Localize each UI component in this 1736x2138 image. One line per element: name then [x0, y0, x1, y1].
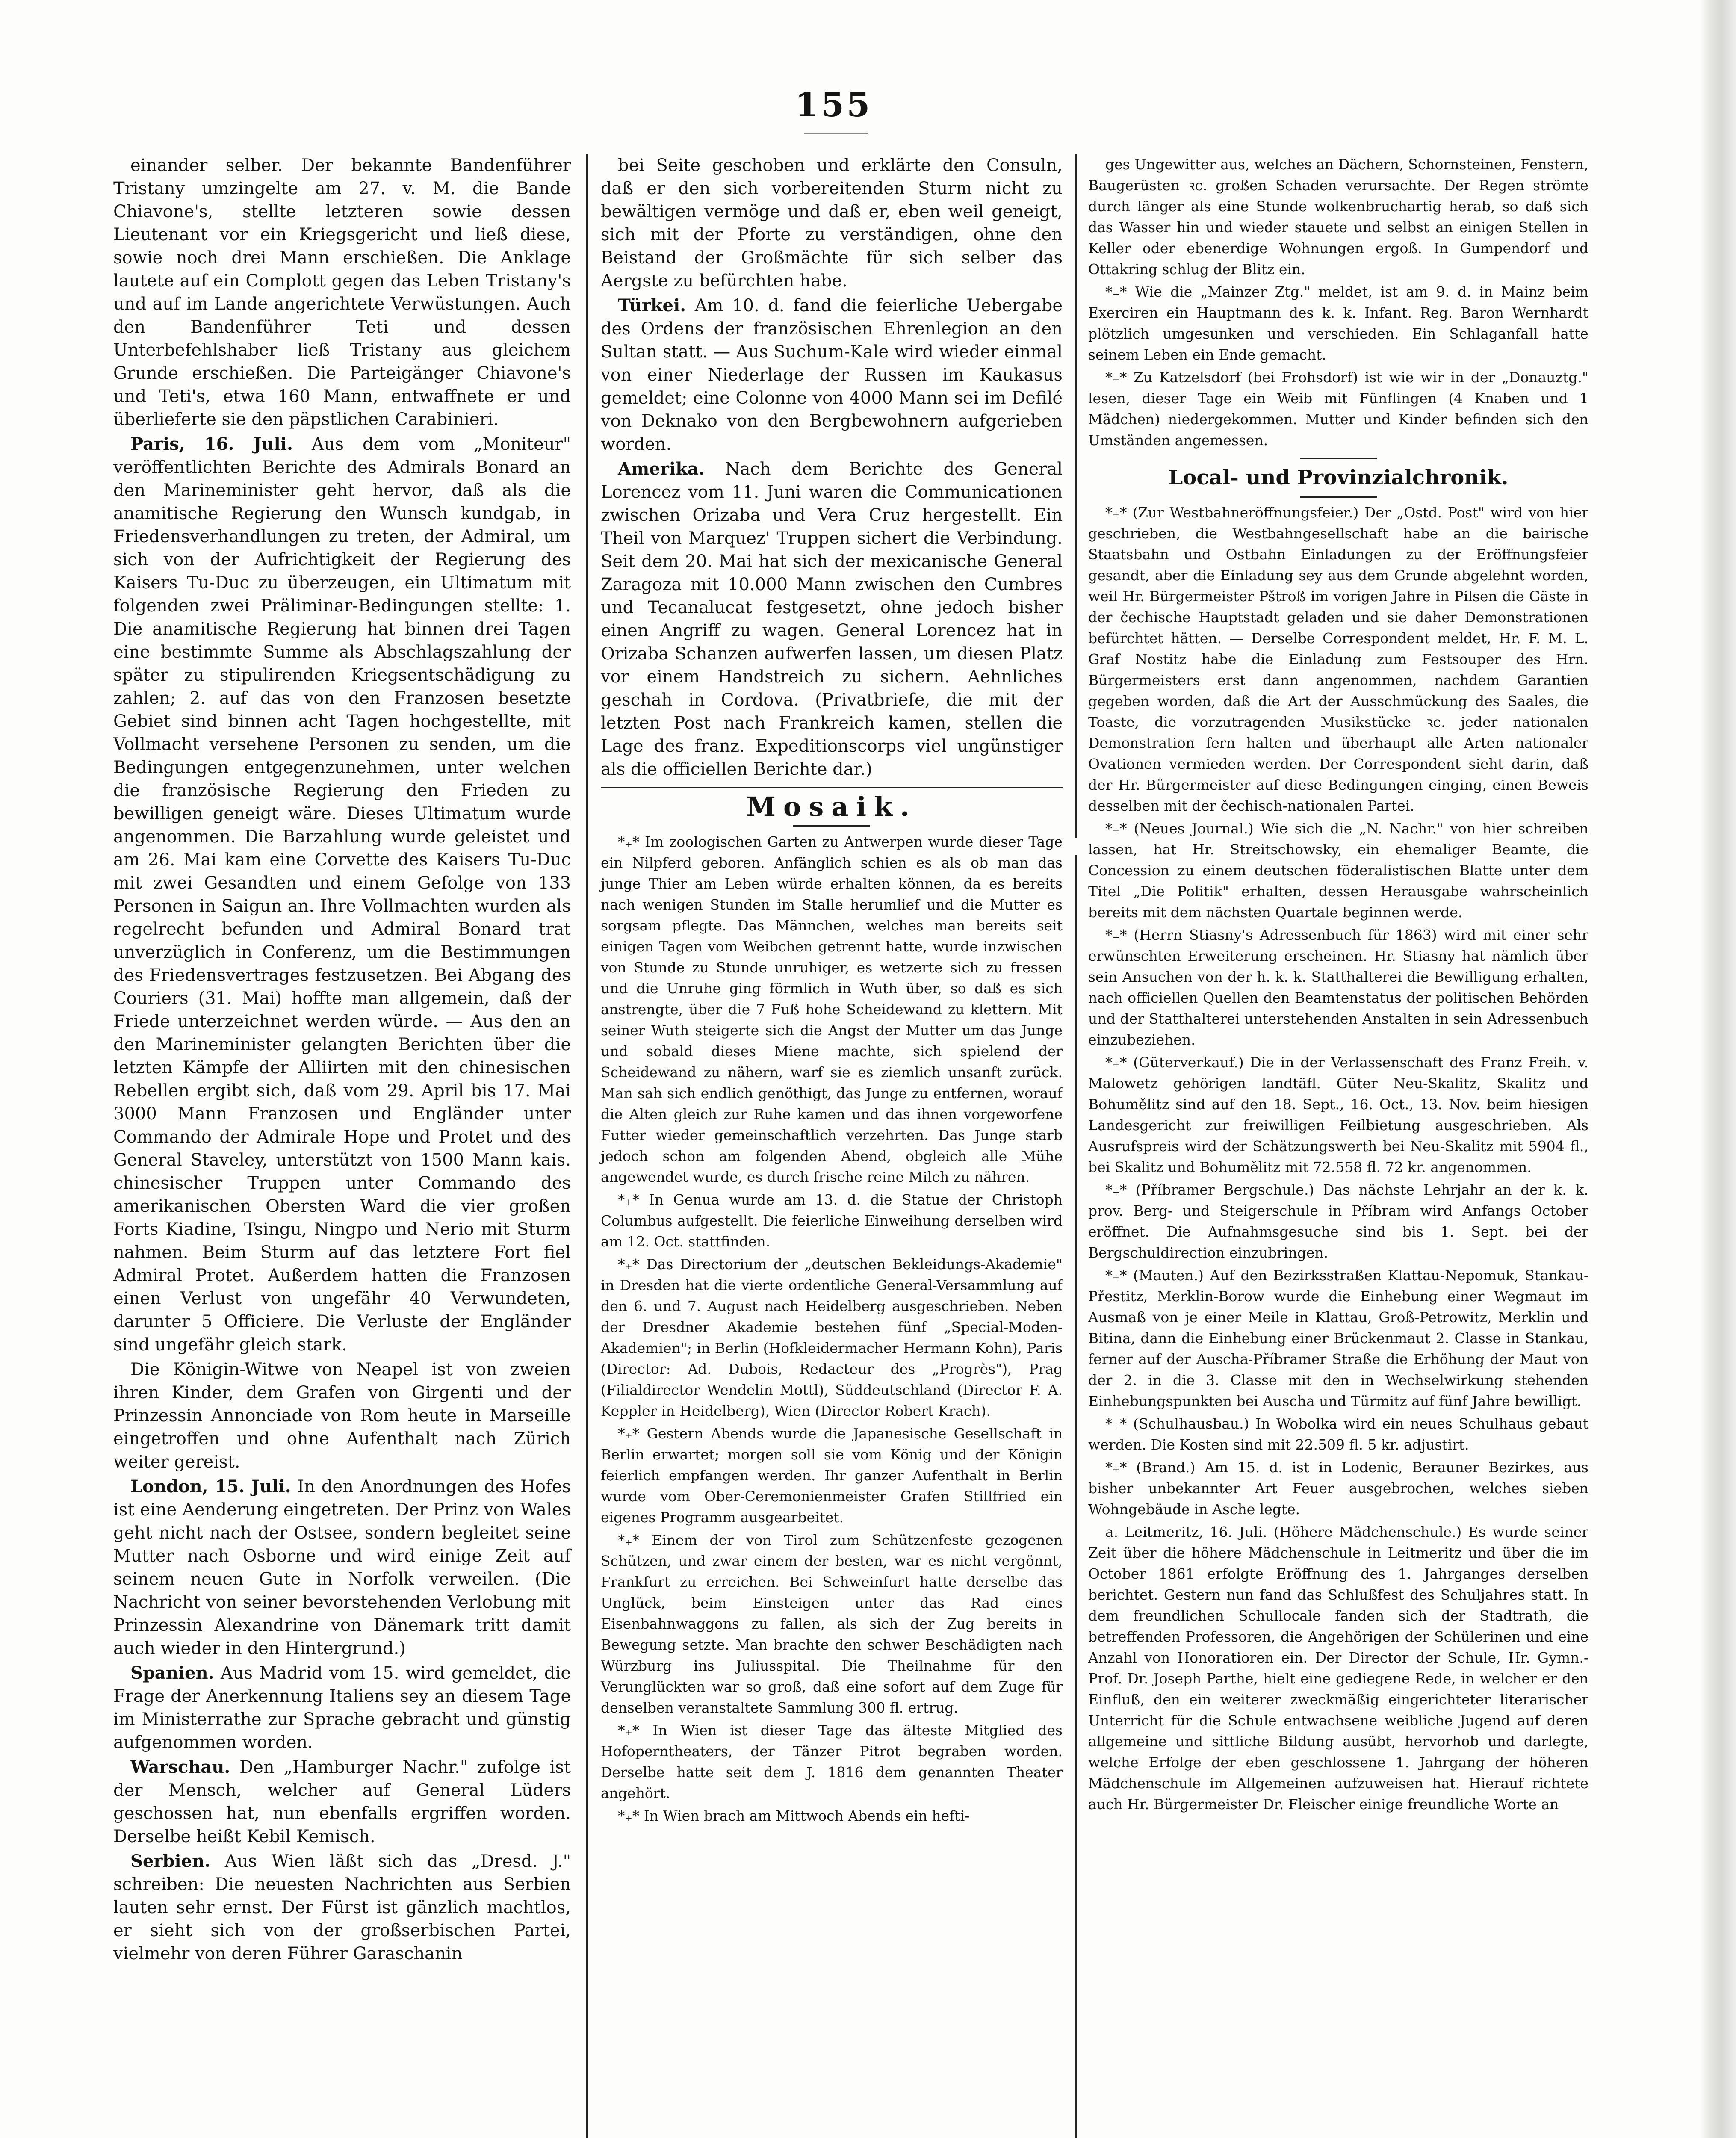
- mosaik-item: *₊* Das Directorium der „deutschen Bekleidungs-Akademie" in Dresden hat die vierte ordentliche General-Versammlung auf den 6. und 7. August nach Heidelberg ausgeschrieben. Neben der Dresdner Akademie bestehen fünf „Special-Moden-Akademien"; in Berlin (Hofkleidermacher Hermann Kohn), Paris (Director: Ad. Dubois, Redacteur des „Progrès"), Prag (Filialdirector Wendelin Mottl), Süddeutschland (Director F. A. Keppler in Heidelberg), Wien (Director Robert Krach).: [601, 1256, 1063, 1419]
- article-paragraph: [601, 294, 1063, 456]
- article-text: Den „Hamburger Nachr." zufolge ist der Mensch, welcher auf General Lüders geschossen hat, nun ebenfalls ergriffen worden. Derselbe heißt Kebil Kemisch.: [113, 1757, 571, 1846]
- section-divider: [601, 787, 1063, 788]
- mosaik-item: *₊* In Wien ist dieser Tage das älteste Mitglied des Hofoperntheaters, der Tänzer Pitrot begraben worden. Derselbe hatte seit dem J. 1816 dem genannten Theater angehört.: [601, 1722, 1063, 1801]
- section-heading-mosaik: Mosaik.: [746, 791, 917, 822]
- page-number-rule: [804, 133, 868, 134]
- chronik-item: *₊* (Příbramer Bergschule.) Das nächste Lehrjahr an der k. k. prov. Berg- und Steigerschule in Příbram wird Anfangs October eröffnet. Die Aufnahmsgesuche sind bis 1. Sept. bei der Bergschuldirection einzubringen.: [1088, 1181, 1588, 1261]
- page-number: 155: [795, 86, 873, 124]
- column-1: [113, 154, 571, 1967]
- article-dateline: Warschau.: [130, 1757, 230, 1777]
- article-text: In den Anordnungen des Hofes ist eine Aenderung eingetreten. Der Prinz von Wales geht nicht nach der Ostsee, sondern begleitet seine Mutter nach Osborne und wird einige Zeit auf seinem neuen Gute in Norfolk verweilen. (Die Nachricht von seiner bevorstehenden Verlobung mit Prinzessin Alexandrine von Dänemark tritt damit auch wieder in den Hintergrund.): [113, 1477, 571, 1658]
- article-text: Aus Madrid vom 15. wird gemeldet, die Frage der Anerkennung Italiens sey an diesem Tage im Ministerrathe zur Sprache gebracht und günstig aufgenommen worden.: [113, 1663, 571, 1752]
- chronik-item: *₊* (Schulhausbau.) In Wobolka wird ein neues Schulhaus gebaut werden. Die Kosten sind mit 22.509 fl. 5 kr. adjustirt.: [1088, 1415, 1588, 1453]
- article-text: einander selber. Der bekannte Bandenführer Tristany umzingelte am 27. v. M. die Bande Chiavone's, stellte letzteren sowie dessen Lieutenant vor ein Kriegsgericht und ließ diese, sowie noch drei Mann erschießen. Die Anklage lautete auf ein Complott gegen das Leben Tristany's und auf im Lande angerichtete Verwüstungen. Auch den Bandenführer Teti und dessen Unterbefehlshaber ließ Tristany aus gleichem Grunde erschießen. Die Parteigänger Chiavone's und Teti's, etwa 160 Mann, entwaffnete er und überlieferte sie den päpstlichen Carabinieri.: [113, 156, 571, 429]
- article-dateline: Paris, 16. Juli.: [130, 434, 293, 454]
- article-paragraph: [113, 154, 571, 431]
- article-paragraph: [113, 1358, 571, 1474]
- news-item: ges Ungewitter aus, welches an Dächern, Schornsteinen, Fenstern, Baugerüsten ꝛc. großen Schaden verursachte. Der Regen strömte durch länger als eine Stunde wolkenbruchartig herab, so daß sich das Wasser hin und wieder stauete und selbst an einigen Stellen in Keller oder ebenerdige Wohnungen ergoß. In Gumpendorf und Ottakring schlug der Blitz ein.: [1088, 156, 1588, 278]
- mosaik-item: *₊* Gestern Abends wurde die Japanesische Gesellschaft in Berlin erwartet; morgen soll sie vom König und der Königin feierlich empfangen werden. Ihr ganzer Aufenthalt in Berlin wurde vom Ober-Ceremonienmeister Grafen Stillfried ein eigenes Programm ausgearbeitet.: [601, 1425, 1063, 1526]
- mosaik-item: *₊* In Wien brach am Mittwoch Abends ein hefti-: [618, 1807, 970, 1824]
- chronik-item: *₊* (Herrn Stiasny's Adressenbuch für 1863) wird mit einer sehr erwünschten Erweiterung erscheinen. Hr. Stiasny hat nämlich über sein Ansuchen von der h. k. k. Statthalterei die Bewilligung erhalten, nach officiellen Quellen den Beamtenstatus der politischen Behörden und der Statthalterei unterstehenden Anstalten in sein Adressenbuch einzubeziehen.: [1088, 927, 1588, 1048]
- article-text: Nach dem Berichte des General Lorencez vom 11. Juni waren die Communicationen zwischen Orizaba und Vera Cruz hergestellt. Ein Theil von Marquez' Truppen sichert die Verbindung. Seit dem 20. Mai hat sich der mexicanische General Zaragoza mit 10.000 Mann zwischen den Cumbres und Tecanalucat festgesetzt, ohne jedoch bisher einen Angriff zu wagen. General Lorencez hat in Orizaba Schanzen aufwerfen lassen, um diesen Platz vor einem Handstreich zu sichern. Aehnliches geschah in Cordova. (Privatbriefe, die mit der letzten Post nach Frankreich kamen, stellen die Lage des franz. Expeditionscorps viel ungünstiger als die officiellen Berichte dar.): [601, 459, 1063, 779]
- article-paragraph: [113, 1662, 571, 1754]
- mosaik-item: *₊* In Genua wurde am 13. d. die Statue der Christoph Columbus aufgestellt. Die feierliche Einweihung derselben wird am 12. Oct. stattfinden.: [601, 1191, 1063, 1250]
- article-dateline: Amerika.: [618, 459, 705, 479]
- chronik-item: a. Leitmeritz, 16. Juli. (Höhere Mädchenschule.) Es wurde seiner Zeit über die höhere Mädchenschule in Leitmeritz und über die im October 1861 erfolgte Eröffnung des 1. Jahrganges derselben berichtet. Gestern nun fand das Schlußfest des Schuljahres statt. In dem freundlichen Schullocale fanden sich der Stadtrath, die betreffenden Professoren, die Angehörigen der Schülerinen und eine Anzahl von Honoratioren ein. Der Director der Schule, Hr. Gymn.-Prof. Dr. Joseph Parthe, hielt eine gediegene Rede, in welcher er den Einfluß, den ein weiterer zweckmäßig eingerichteter literarischer Unterricht für die Schule entwachsene weibliche Jugend auf deren allgemeine und sittliche Bildung ausübt, hervorhob und darlegte, welche Erfolge der eben geschlossene 1. Jahrgang der höheren Mädchenschule im Allgemeinen aufzuweisen hat. Hierauf richtete auch Hr. Bürgermeister Dr. Fleischer einige freundliche Worte an: [1088, 1524, 1588, 1813]
- article-text: bei Seite geschoben und erklärte den Consuln, daß er den sich vorbereitenden Sturm nicht zu bewältigen vermöge und daß er, eben weil geneigt, sich mit der Pforte zu verständigen, ohne den Beistand der Großmächte für sich selber das Aergste zu befürchten habe.: [601, 156, 1063, 291]
- chronik-item: *₊* (Zur Westbahneröffnungsfeier.) Der „Ostd. Post" wird von hier geschrieben, die Westbahngesellschaft habe an die bairische Staatsbahn und Ostbahn Einladungen zu der Eröffnungsfeier gesandt, aber die Einladung sey aus dem Grunde abgelehnt worden, weil Hr. Bürgermeister Pštroß im vorigen Jahre in Pilsen die Gäste in der čechische Hauptstadt geladen und sie daher Demonstrationen befürchtet hätten. — Derselbe Correspondent meldet, Hr. F. M. L. Graf Nostitz habe die Einladung zum Festsouper des Hrn. Bürgermeisters erst dann angenommen, nachdem Garantien gegeben worden, daß die Art der Ausschmückung des Saales, die Toaste, die vorzutragenden Musikstücke ꝛc. jeder nationalen Demonstration fern halten und überhaupt alle Arten nationaler Ovationen vermieden werden. Der Correspondent sieht darin, daß der Hr. Bürgermeister auf diese Bedingungen einging, einen Beweis desselben mit der čechisch-nationalen Partei.: [1088, 504, 1588, 814]
- article-dateline: Türkei.: [618, 295, 686, 316]
- section-divider: [1300, 458, 1377, 459]
- article-dateline: Serbien.: [130, 1851, 211, 1871]
- mosaik-item: *₊* Im zoologischen Garten zu Antwerpen wurde dieser Tage ein Nilpferd geboren. Anfänglich schien es als ob man das junge Thier am Leben würde erhalten können, da es bereits nach wenigen Stunden im Stalle herumlief und die Mutter es sorgsam pflegte. Das Männchen, welches man bereits seit einigen Tagen vom Weibchen getrennt hatte, wurde inzwischen von Stunde zu Stunde unruhiger, es wetzerte sich zu fressen und die Unruhe ging förmlich in Wuth über, so daß es sich anstrengte, über die 7 Fuß hohe Scheidewand zu klettern. Mit seiner Wuth steigerte sich die Angst der Mutter um das Junge und sobald dieses Miene machte, sich spielend der Scheidewand zu nähern, warf sie es ziemlich unsanft zurück. Man sah sich endlich genöthigt, das Junge zu entfernen, worauf die Alten gleich zur Ruhe kamen und das ihnen vorgeworfene Futter wieder gemeinschaftlich verzehrten. Das Junge starb jedoch schon am folgenden Abend, obgleich alle Mühe angewendet wurde, es durch frische reine Milch zu nähren.: [601, 833, 1063, 1185]
- column-rule-2: [1075, 154, 1077, 838]
- chronik-item: *₊* (Mauten.) Auf den Bezirksstraßen Klattau-Nepomuk, Stankau-Přestitz, Merklin-Borow wurde die Einhebung einer Wegmaut im Ausmaß von je einer Meile in Klattau, Groß-Petrowitz, Merklin und Bitina, dann die Einhebung einer Brückenmaut 2. Classe in Stankau, ferner auf der Auscha-Příbramer Straße die Erhöhung der Maut von der 2. in die 3. Classe mit den in Wechselwirkung stehenden Einhebungspunkten bei Auscha und Türmitz auf fünf Jahre bewilligt.: [1088, 1267, 1588, 1409]
- article-paragraph: [601, 458, 1063, 781]
- page-edge-shadow: [1700, 0, 1736, 2138]
- heading-rule: [1300, 496, 1377, 498]
- column-rule-3: [1075, 855, 1077, 2138]
- article-paragraph: [113, 1756, 571, 1848]
- article-text: Aus dem vom „Moniteur" veröffentlichten Berichte des Admirals Bonard an den Marineminister geht hervor, daß als die anamitische Regierung den Wunsch kundgab, in Friedensverhandlungen zu treten, der Admiral, um sich von der Aufrichtigkeit der Regierung des Kaisers Tu-Duc zu überzeugen, ein Ultimatum mit folgenden zwei Präliminar-Bedingungen stellte: 1. Die anamitische Regierung hat binnen drei Tagen eine bestimmte Summe als Abschlagszahlung der später zu stipulirenden Kriegsentschädigung zu zahlen; 2. auf das von den Franzosen besetzte Gebiet sind binnen acht Tagen hochgestellte, mit Vollmacht versehene Personen zu senden, um die Bedingungen entgegenzunehmen, unter welchen die französische Regierung den Frieden zu bewilligen geneigt wäre. Dieses Ultimatum wurde angenommen. Die Barzahlung wurde geleistet und am 26. Mai kam eine Corvette des Kaisers Tu-Duc mit zwei Gesandten und einem Gefolge von 133 Personen in Saigun an. Ihre Vollmachten wurden als regelrecht befunden und Admiral Bonard trat unverzüglich in Conferenz, um die Bestimmungen des Friedensvertrages festzusetzen. Bei Abgang des Couriers (31. Mai) hoffte man allgemein, daß der Friede unterzeichnet werden würde. — Aus den an den Marineminister gelangten Berichten über die letzten Kämpfe der Alliirten mit den chinesischen Rebellen ergibt sich, daß vom 29. April bis 17. Mai 3000 Mann Franzosen und Engländer unter Commando der Admirale Hope und Protet und des General Staveley, unterstützt von 1500 Mann kais. chinesischer Truppen unter Commando des amerikanischen Obersten Ward die vier großen Forts Kiadine, Tsingu, Ningpo und Nerio mit Sturm nahmen. Beim Sturm auf das letztere Fort fiel Admiral Protet. Außerdem hatten die Franzosen einen Verlust von ungefähr 40 Verwundeten, darunter 5 Officiere. Die Verluste der Engländer sind ungefähr gleich stark.: [113, 434, 571, 1355]
- chronik-item: *₊* (Neues Journal.) Wie sich die „N. Nachr." von hier schreiben lassen, hat Hr. Streitschowsky, ein ehemaliger Beamte, die Concession zu einem deutschen föderalistischen Blatte unter dem Titel „Die Politik" erhalten, dessen Herausgabe wahrscheinlich bereits mit dem nächsten Quartale beginnen werde.: [1088, 820, 1588, 921]
- column-3: [1088, 154, 1588, 1816]
- heading-rule: [793, 825, 870, 827]
- chronik-item: *₊* (Güterverkauf.) Die in der Verlassenschaft des Franz Freih. v. Malowetz gehörigen landtäfl. Güter Neu-Skalitz, Skalitz und Bohumělitz sind auf den 18. Sept., 16. Oct., 13. Nov. beim hiesigen Landesgericht zur freiwilligen Feilbietung ausgeschrieben. Als Ausrufspreis wird der Schätzungswerth bei Neu-Skalitz mit 5904 fl., bei Skalitz und Bohumělitz mit 72.558 fl. 72 kr. angenommen.: [1088, 1054, 1588, 1175]
- chronik-item: *₊* (Brand.) Am 15. d. ist in Lodenic, Berauner Bezirkes, aus bisher unbekannter Art Feuer ausgebrochen, welches sieben Wohngebäude in Asche legte.: [1088, 1459, 1588, 1518]
- section-heading-chronik: Local- und Provinzialchronik.: [1168, 466, 1509, 490]
- column-2: [601, 154, 1063, 1828]
- news-item: *₊* Zu Katzelsdorf (bei Frohsdorf) ist wie wir in der „Donauztg." lesen, dieser Tage ein Weib mit Fünflingen (4 Knaben und 1 Mädchen) niedergekommen. Mutter und Kinder befinden sich den Umständen angemessen.: [1088, 369, 1588, 449]
- article-paragraph: [113, 433, 571, 1356]
- article-text: Am 10. d. fand die feierliche Uebergabe des Ordens der französischen Ehrenlegion an den Sultan statt. — Aus Suchum-Kale wird wieder einmal von einer Niederlage der Russen im Kaukasus gemeldet; eine Colonne von 4000 Mann sei im Defilé von Deknako von den Bergbewohnern aufgerieben worden.: [601, 296, 1063, 454]
- news-item: *₊* Wie die „Mainzer Ztg." meldet, ist am 9. d. in Mainz beim Exerciren ein Hauptmann des k. k. Infant. Reg. Baron Wernhardt plötzlich umgesunken und verschieden. Ein Schlaganfall hatte seinem Leben ein Ende gemacht.: [1088, 283, 1588, 363]
- article-paragraph: [601, 154, 1063, 292]
- article-paragraph: [113, 1475, 571, 1660]
- article-dateline: London, 15. Juli.: [130, 1477, 291, 1497]
- article-dateline: Spanien.: [130, 1663, 214, 1683]
- article-paragraph: [113, 1850, 571, 1965]
- mosaik-item: *₊* Einem der von Tirol zum Schützenfeste gezogenen Schützen, und zwar einem der besten, war es nicht vergönnt, Frankfurt zu erreichen. Bei Schweinfurt hatte derselbe das Unglück, beim Einsteigen unter das Rad eines Eisenbahnwaggons zu fallen, als sich der Zug bereits in Bewegung setzte. Man brachte den schwer Beschädigten nach Würzburg ins Juliusspital. Die Theilnahme für den Verunglückten war so groß, daß eine sofort auf dem Zuge für denselben veranstaltete Sammlung 300 fl. ertrug.: [601, 1532, 1063, 1716]
- article-text: Die Königin-Witwe von Neapel ist von zweien ihren Kinder, dem Grafen von Girgenti und der Prinzessin Annonciade von Rom heute in Marseille eingetroffen und ohne Aufenthalt nach Zürich weiter gereist.: [113, 1360, 571, 1472]
- article-text: Aus Wien läßt sich das „Dresd. J." schreiben: Die neuesten Nachrichten aus Serbien lauten sehr ernst. Der Fürst ist gänzlich machtlos, er sieht sich von der großserbischen Partei, vielmehr von deren Führer Garaschanin: [113, 1852, 571, 1964]
- column-rule-1: [586, 154, 588, 2138]
